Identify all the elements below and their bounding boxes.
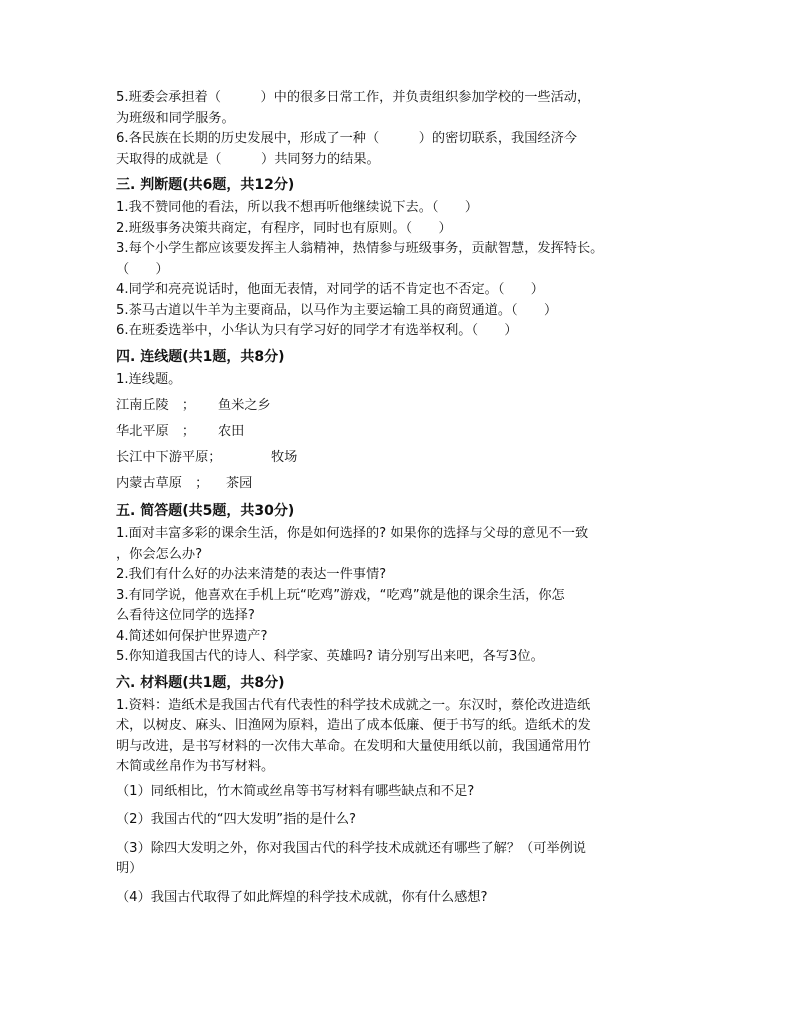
section-heading: 六. 材料题(共1题，共8分) [116, 674, 285, 691]
material-passage: 1.资料：造纸术是我国古代有代表性的科学技术成就之一。东汉时，蔡伦改进造纸 [116, 697, 591, 713]
match-right: 鱼米之乡 [218, 398, 271, 413]
judge-item: 1.我不赞同他的看法，所以我不想再听他继续说下去。（ ） [116, 200, 479, 215]
short-item: 5.你知道我国古代的诗人、科学家、英雄吗? 请分别写出来吧，各写3位。 [116, 649, 544, 664]
section-heading: 五. 简答题(共5题，共30分) [116, 503, 295, 519]
match-row [116, 396, 696, 416]
judge-item: 2.班级事务决策共商定，有程序，同时也有原则。（ ） [116, 220, 452, 236]
judge-item: 5.茶马古道以牛羊为主要商品，以马作为主要运输工具的商贸通道。（ ） [116, 302, 558, 318]
match-right: 茶园 [226, 476, 253, 491]
material-passage: 术，以树皮、麻头、旧渔网为原料，造出了成本低廉、便于书写的纸。造纸术的发 [116, 718, 591, 733]
short-item: 3.有同学说，他喜欢在手机上玩“吃鸡”游戏，“吃鸡”就是他的课余生活，你怎 [116, 587, 565, 603]
judge-section [116, 174, 696, 342]
material-subquestion: （4）我国古代取得了如此辉煌的科学技术成就，你有什么感想? [116, 889, 488, 905]
material-section [116, 672, 696, 909]
short-item: 1.面对丰富多彩的课余生活，你是如何选择的? 如果你的选择与父母的意见不一致 [116, 526, 589, 541]
text-line: 为班级和同学服务。 [116, 110, 235, 126]
match-left: 华北平原 ； [116, 424, 196, 439]
judge-item: 4.同学和亮亮说话时，他面无表情，对同学的话不肯定也不否定。（ ） [116, 282, 544, 297]
short-item: ，你会怎么办? [116, 546, 203, 562]
exam-page [116, 88, 696, 908]
material-subquestion: （3）除四大发明之外，你对我国古代的科学技术成就还有哪些了解？（可举例说 [116, 840, 586, 856]
judge-item: 3.每个小学生都应该要发挥主人翁精神，热情参与班级事务，贡献智慧，发挥特长。 [116, 241, 604, 256]
fill-question-5 [116, 88, 696, 129]
match-right: 农田 [218, 424, 245, 439]
material-subquestion: （2）我国古代的“四大发明”指的是什么? [116, 812, 357, 827]
judge-item: 6.在班委选举中，小华认为只有学习好的同学才有选举权利。（ ） [116, 323, 518, 338]
section-heading: 三. 判断题(共6题，共12分) [116, 177, 295, 193]
section-heading: 四. 连线题(共1题，共8分) [116, 348, 285, 365]
match-row [116, 474, 696, 494]
material-passage: 木简或丝帛作为书写材料。 [116, 759, 275, 774]
text-line: 5.班委会承担着（ ）中的很多日常工作，并负责组织参加学校的一些活动， [116, 90, 591, 105]
match-row [116, 422, 696, 442]
material-subquestion: （1）同纸相比，竹木简或丝帛等书写材料有哪些缺点和不足? [116, 783, 475, 799]
match-left: 长江中下游平原； [116, 450, 222, 465]
short-item: 2.我们有什么好的办法来清楚的表达一件事情? [116, 567, 387, 582]
match-right: 牧场 [271, 450, 298, 465]
short-item: 4.简述如何保护世界遗产? [116, 628, 268, 644]
short-item: 么看待这位同学的选择? [116, 608, 255, 623]
material-subquestion: 明） [116, 861, 143, 876]
short-answer-section [116, 500, 696, 668]
match-left: 内蒙古草原 ； [116, 476, 209, 491]
judge-item: （ ） [116, 261, 169, 277]
match-intro: 1.连线题。 [116, 371, 182, 387]
material-passage: 明与改进，是书写材料的一次伟大革命。在发明和大量使用纸以前，我国通常用竹 [116, 738, 591, 754]
text-line: 天取得的成就是（ ）共同努力的结果。 [116, 151, 380, 167]
match-row [116, 448, 696, 468]
fill-question-6 [116, 129, 696, 170]
match-left: 江南丘陵 ； [116, 398, 196, 413]
match-section [116, 346, 696, 495]
text-line: 6.各民族在长期的历史发展中，形成了一种（ ）的密切联系，我国经济今 [116, 131, 577, 146]
